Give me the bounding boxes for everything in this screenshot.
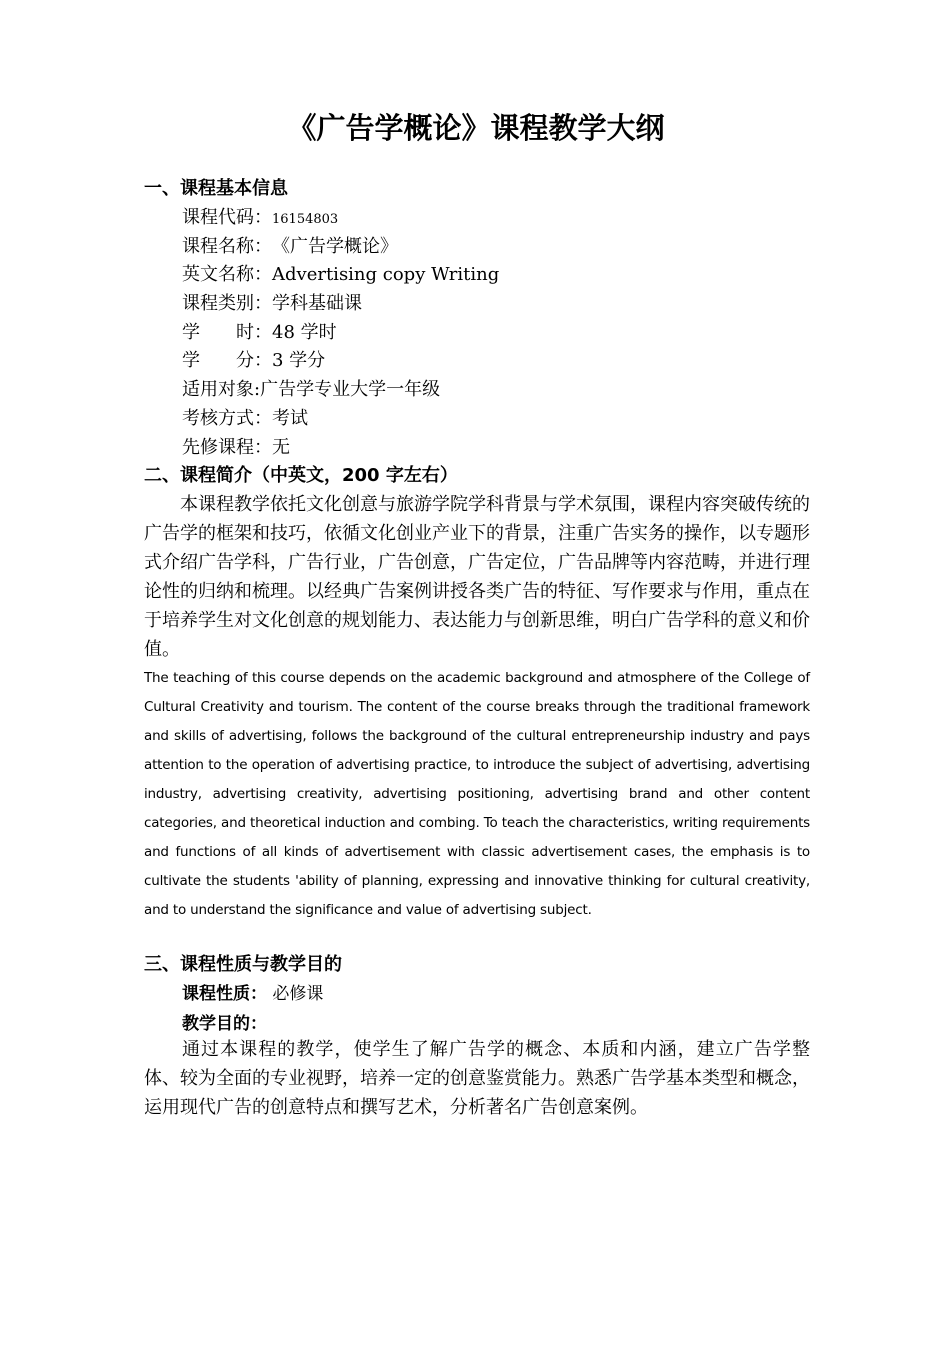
teaching-purpose-line (182, 1011, 267, 1037)
course-category-row (182, 290, 499, 319)
field-label: 英文名称： (182, 264, 272, 286)
credits-row (182, 347, 499, 376)
intro-chinese-paragraph: 本课程教学依托文化创意与旅游学院学科背景与学术氛围，课程内容突破传统的广告学的框架和技巧，依循文化创业产业下的背景，注重广告实务的操作，以专题形式介绍广告学科，广告行业，广告创意，广告定位，广告品牌等内容范畴，并进行理论性的归纳和梳理。以经典广告案例讲授各类广告的特征、写作要求与作用，重点在于培养学生对文化创意的规划能力、表达能力与创新思维，明白广告学科的意义和价值。 (144, 494, 810, 660)
english-name-row (182, 261, 499, 290)
field-label: 课程名称： (182, 235, 272, 257)
prerequisite-row (182, 434, 499, 463)
field-label: 课程类别： (182, 293, 272, 315)
section-2-heading: 二、课程简介（中英文，200 字左右） (144, 465, 458, 486)
course-nature-label: 课程性质： (182, 984, 267, 1004)
intro-english-paragraph: The teaching of this course depends on the academic background and atmosphere of the College of Cultural Creativity and tourism. The content of the course breaks through the traditional framework and skills of advertising, follows the background of the cultural entrepreneurship industry and pays attention to the operation of advertising practice, to introduce the subject of advertising, advertising industry, advertising creativity, advertising positioning, advertising brand and other content categories, and theoretical induction and combing. To teach the characteristics, writing requirements and functions of all kinds of advertisement with classic advertisement cases, the emphasis is to cultivate the students 'ability of planning, expressing and innovative thinking for cultural creativity, and to understand the significance and value of advertising subject. (144, 670, 810, 918)
field-label: 适用对象: (182, 379, 261, 401)
document-title: 《广告学概论》课程教学大纲 (287, 111, 665, 145)
course-code-value: 16154803 (272, 212, 339, 227)
english-name-value: Advertising copy Writing (272, 264, 500, 286)
hours-row (182, 319, 499, 348)
field-label: 考核方式： (182, 407, 272, 429)
course-category-value: 学科基础课 (272, 293, 362, 315)
course-nature-value: 必修课 (272, 984, 324, 1004)
hours-value: 48 学时 (272, 321, 337, 343)
course-info-list (182, 204, 499, 462)
course-name-value: 《广告学概论》 (272, 235, 398, 257)
teaching-purpose-paragraph: 通过本课程的教学，使学生了解广告学的概念、本质和内涵，建立广告学整体、较为全面的专业视野，培养一定的创意鉴赏能力。熟悉广告学基本类型和概念，运用现代广告的创意特点和撰写艺术，分析著名广告创意案例。 (144, 1039, 810, 1118)
section-3-heading: 三、课程性质与教学目的 (144, 954, 342, 975)
field-label: 先修课程： (182, 436, 272, 458)
assessment-value: 考试 (272, 407, 308, 429)
teaching-purpose-label: 教学目的： (182, 1014, 267, 1034)
field-label: 学 时： (182, 321, 272, 343)
target-audience-row (182, 376, 499, 405)
assessment-row (182, 405, 499, 434)
prerequisite-value: 无 (272, 436, 290, 458)
field-label: 学 分： (182, 350, 272, 372)
course-name-row (182, 233, 499, 262)
target-audience-value: 广告学专业大学一年级 (260, 379, 441, 401)
course-code-row (182, 204, 499, 233)
credits-value: 3 学分 (272, 350, 326, 372)
field-label: 课程代码： (182, 207, 272, 228)
course-nature-line (182, 981, 323, 1007)
section-1-heading: 一、课程基本信息 (144, 178, 288, 199)
